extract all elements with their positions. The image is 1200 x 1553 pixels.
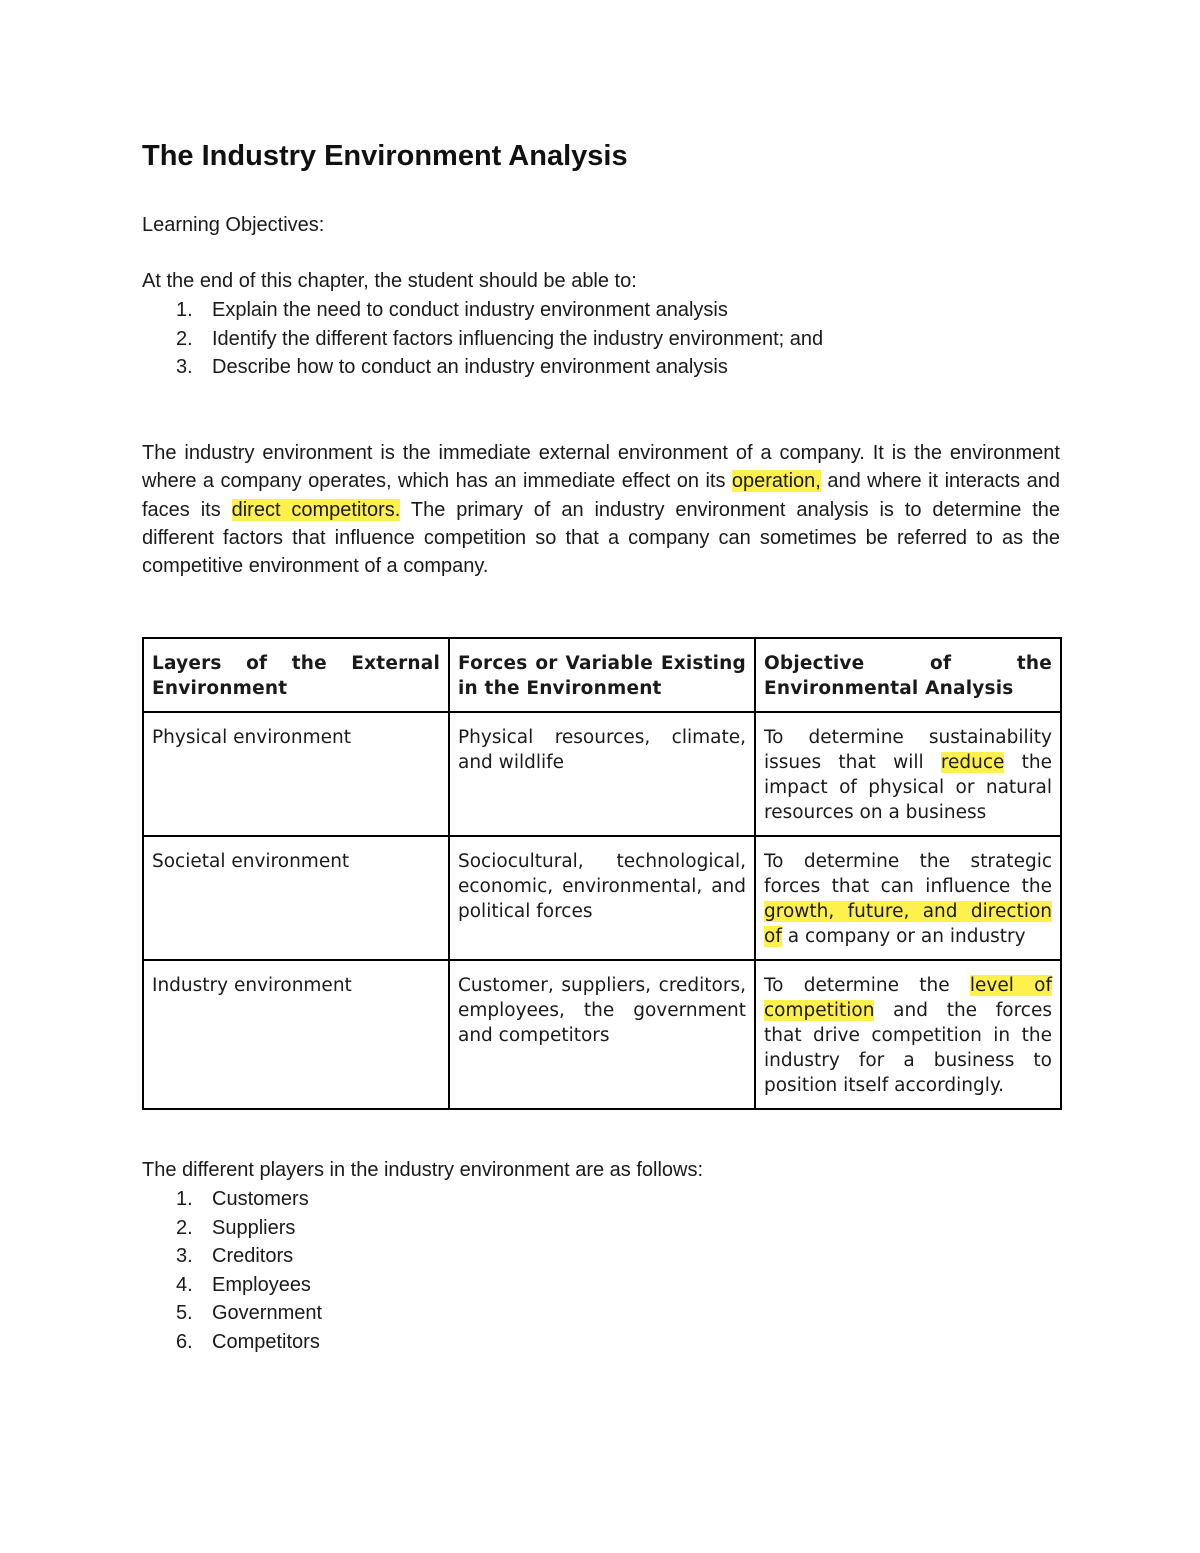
players-label: The different players in the industry environment are as follows: [142, 1159, 704, 1181]
list-item: 5. Government [176, 1302, 323, 1324]
list-item: 1. Explain the need to conduct industry environment analysis [176, 299, 728, 321]
header-forces: Forces or Variable Existing in the Environment [449, 638, 755, 712]
environment-table [142, 637, 1062, 1110]
highlight-level-of-competition: level of competition [764, 975, 1052, 1021]
cell-objective: To determine sustainability issues that will reduce the impact of physical or natural resources on a business [755, 712, 1061, 836]
table-header-row [143, 638, 1061, 712]
page-title: The Industry Environment Analysis [142, 140, 628, 172]
header-objective: Objective of the Environmental Analysis [755, 638, 1061, 712]
header-layers: Layers of the External Environment [143, 638, 449, 712]
cell-objective: To determine the strategic forces that can influence the growth, future, and direction of a company or an industry [755, 836, 1061, 960]
list-item: 4. Employees [176, 1273, 311, 1296]
list-item: 3. Creditors [176, 1245, 294, 1267]
objectives-intro: At the end of this chapter, the student should be able to: [142, 270, 637, 292]
list-item: 2. Identify the different factors influencing the industry environment; and [176, 327, 824, 350]
learning-objectives-label: Learning Objectives: [142, 214, 325, 236]
players-list [142, 1185, 322, 1356]
table-row [143, 712, 1061, 836]
cell-objective: To determine the level of competition and the forces that drive competition in the industry for a business to position itself accordingly. [755, 960, 1061, 1109]
objectives-list [142, 296, 823, 382]
list-item: 6. Competitors [176, 1330, 320, 1353]
highlight-operation: operation, [731, 470, 821, 493]
cell-forces: Customer, suppliers, creditors, employees, the government and competitors [449, 960, 755, 1109]
list-item: 2. Suppliers [176, 1216, 296, 1239]
list-item: 1. Customers [176, 1188, 309, 1210]
highlight-direct-competitors: direct competitors. [231, 498, 401, 521]
cell-layer: Physical environment [143, 712, 449, 836]
cell-forces: Sociocultural, technological, economic, environmental, and political forces [449, 836, 755, 960]
list-item: 3. Describe how to conduct an industry environment analysis [176, 356, 728, 378]
highlight-growth: growth, future, and direction of [764, 901, 1052, 947]
table-row [143, 836, 1061, 960]
table-row [143, 960, 1061, 1109]
cell-layer: Industry environment [143, 960, 449, 1109]
highlight-reduce: reduce [940, 752, 1005, 773]
cell-forces: Physical resources, climate, and wildlife [449, 712, 755, 836]
industry-environment-paragraph: The industry environment is the immediate external environment of a company. It is the environment where a company operates, which has an immediate effect on its operation, and where it interacts and faces its direct competitors. The primary of an industry environment analysis is to determine the different factors that influence competition so that a company can sometimes be referred to as the competitive environment of a company. [142, 442, 1061, 578]
cell-layer: Societal environment [143, 836, 449, 960]
